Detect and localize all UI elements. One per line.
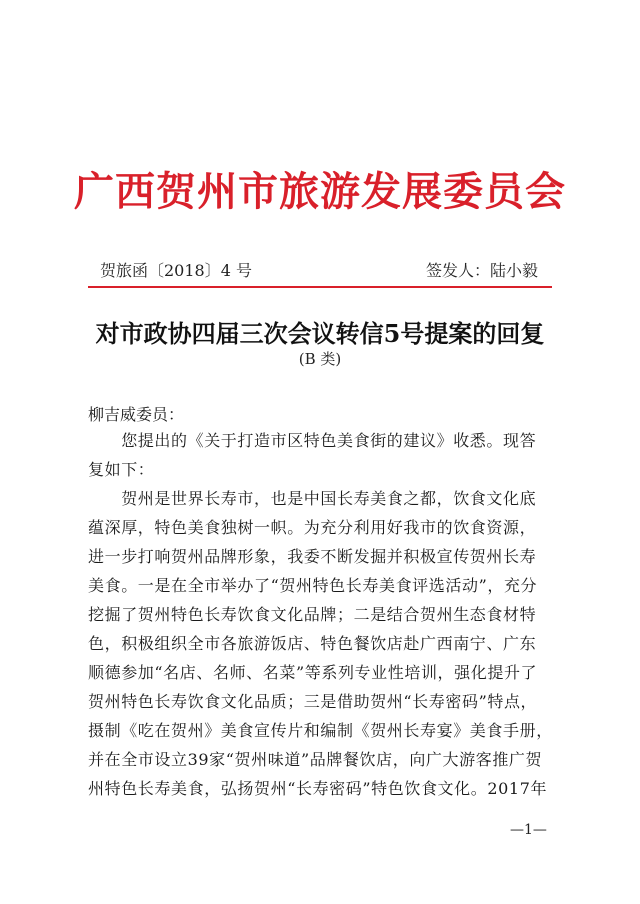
issuing-authority-title: 广西贺州市旅游发展委员会 (74, 168, 566, 215)
body-line: 蕴深厚，特色美食独树一帜。为充分利用好我市的饮食资源， (88, 518, 537, 537)
body-line: 并在全市设立39家“贺州味道”品牌餐饮店，向广大游客推广贺 (88, 750, 543, 769)
body-line: 美食。一是在全市举办了“贺州特色长寿美食评选活动”，充分 (88, 576, 538, 595)
document-number: 贺旅函〔2018〕4 号 (100, 261, 252, 280)
body-line: 州特色长寿美食，弘扬贺州“长寿密码”特色饮食文化。2017年 (88, 779, 548, 798)
body-line: 复如下： (88, 460, 155, 479)
body-line: 您提出的《关于打造市区特色美食街的建议》收悉。现答 (88, 431, 537, 450)
page-number: —1— (510, 822, 547, 838)
body-line: 顺德参加“名店、名师、名菜”等系列专业性培训，强化提升了 (88, 663, 538, 682)
red-separator-line (88, 286, 552, 288)
body-line: 贺州特色长寿饮食文化品质；三是借助贺州“长寿密码”特点， (88, 692, 538, 711)
salutation: 柳吉威委员： (88, 405, 185, 424)
body-line: 贺州是世界长寿市，也是中国长寿美食之都，饮食文化底 (88, 489, 537, 508)
body-line: 色，积极组织全市各旅游饭店、特色餐饮店赴广西南宁、广东 (88, 634, 537, 653)
body-line: 摄制《吃在贺州》美食宣传片和编制《贺州长寿宴》美食手册， (88, 721, 553, 740)
body-line: 挖掘了贺州特色长寿饮食文化品牌；二是结合贺州生态食材特 (88, 605, 537, 624)
document-classification: (B 类) (298, 350, 342, 368)
document-title: 对市政协四届三次会议转信5号提案的回复 (95, 319, 545, 348)
body-line: 进一步打响贺州品牌形象，我委不断发掘并积极宣传贺州长寿 (88, 547, 537, 566)
signer: 签发人：陆小毅 (425, 261, 538, 280)
